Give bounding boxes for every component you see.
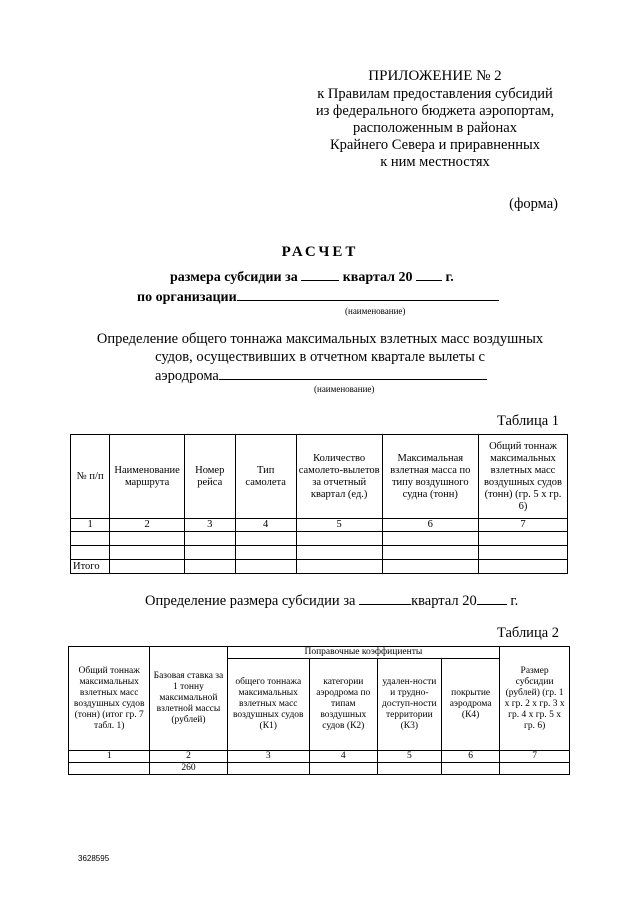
table2-cell[interactable] bbox=[227, 763, 309, 775]
quarter-blank[interactable] bbox=[301, 268, 339, 281]
table2-col-number: 2 bbox=[150, 751, 227, 763]
table2-cell[interactable] bbox=[377, 763, 441, 775]
appendix-line: Крайнего Севера и приравненных bbox=[330, 137, 540, 153]
year-suffix: г. bbox=[445, 270, 454, 285]
table2-cell[interactable] bbox=[500, 763, 570, 775]
table2-group-header: Поправочные коэффициенты bbox=[227, 647, 500, 659]
table1-cell[interactable] bbox=[296, 532, 382, 546]
table1-number-row bbox=[71, 519, 568, 532]
table2-col-number: 4 bbox=[309, 751, 377, 763]
table2-col-number: 7 bbox=[500, 751, 570, 763]
document-id: 3628595 bbox=[78, 854, 110, 863]
table1-col-number: 5 bbox=[296, 519, 382, 532]
table1-cell[interactable] bbox=[110, 560, 185, 574]
appendix-title: ПРИЛОЖЕНИЕ № 2 bbox=[368, 68, 502, 84]
table2-col-number: 1 bbox=[69, 751, 150, 763]
table1-col-number: 4 bbox=[235, 519, 296, 532]
table2-header: Общий тоннаж максимальных взлетных масс воздушных судов (тонн) (итог гр. 7 табл. 1) bbox=[69, 647, 150, 751]
table1-header: Количество самолето-вылетов за отчетный квартал (ед.) bbox=[296, 435, 382, 519]
table2-header-row bbox=[69, 647, 570, 659]
table1-cell[interactable] bbox=[478, 560, 567, 574]
table2-col-number: 3 bbox=[227, 751, 309, 763]
section2-year-label: квартал 20 bbox=[411, 593, 477, 609]
organization-blank[interactable] bbox=[237, 288, 499, 301]
table1-header-row bbox=[71, 435, 568, 519]
table1-total-row bbox=[71, 560, 568, 574]
table2-col-number: 6 bbox=[442, 751, 500, 763]
appendix-line: к ним местностях bbox=[380, 154, 490, 170]
table-row bbox=[71, 532, 568, 546]
appendix-line: к Правилам предоставления субсидий bbox=[317, 86, 553, 102]
airport-line bbox=[155, 367, 487, 385]
airport-blank[interactable] bbox=[219, 367, 487, 380]
organization-label: по организации bbox=[137, 290, 237, 305]
table1-header: Тип самолета bbox=[235, 435, 296, 519]
table1 bbox=[70, 434, 568, 574]
year-blank[interactable] bbox=[477, 592, 507, 605]
table1-cell[interactable] bbox=[184, 532, 235, 546]
table1-cell[interactable] bbox=[382, 532, 478, 546]
table2-header: удален-ности и трудно-доступ-ности территории (К3) bbox=[377, 659, 441, 751]
year-blank[interactable] bbox=[416, 268, 442, 281]
table1-header: Наименование маршрута bbox=[110, 435, 185, 519]
table2-col-number: 5 bbox=[377, 751, 441, 763]
table2-header: категории аэродрома по типам воздушных судов (К2) bbox=[309, 659, 377, 751]
appendix-line: расположенным в районах bbox=[352, 120, 517, 136]
table1-cell[interactable] bbox=[382, 546, 478, 560]
table1-header: Номер рейса bbox=[184, 435, 235, 519]
section1-text: Определение общего тоннажа максимальных взлетных масс воздушных судов, осуществивших в отчетном квартале вылеты с bbox=[96, 331, 544, 365]
table1-cell[interactable] bbox=[235, 546, 296, 560]
table2-cell[interactable] bbox=[442, 763, 500, 775]
document-title: РАСЧЕТ bbox=[281, 244, 359, 260]
table1-col-number: 6 bbox=[382, 519, 478, 532]
table1-caption: Таблица 1 bbox=[497, 413, 560, 429]
airport-caption: (наименование) bbox=[314, 384, 375, 394]
table2-caption: Таблица 2 bbox=[497, 625, 560, 641]
section2-year-suffix: г. bbox=[510, 593, 519, 609]
appendix-line: из федерального бюджета аэропортам, bbox=[315, 103, 555, 119]
table-row bbox=[69, 763, 570, 775]
table1-col-number: 2 bbox=[110, 519, 185, 532]
section2-line bbox=[145, 592, 518, 610]
table1-cell[interactable] bbox=[478, 546, 567, 560]
table2-header: общего тоннажа максимальных взлетных масс воздушных судов (К1) bbox=[227, 659, 309, 751]
table1-cell[interactable] bbox=[71, 532, 110, 546]
section2-label: Определение размера субсидии за bbox=[145, 593, 356, 609]
table2-cell[interactable] bbox=[309, 763, 377, 775]
table1-total-label: Итого bbox=[71, 560, 110, 574]
table2 bbox=[68, 646, 570, 775]
table-row bbox=[71, 546, 568, 560]
table1-cell[interactable] bbox=[382, 560, 478, 574]
base-rate-value: 260 bbox=[150, 763, 227, 775]
table2-header: Размер субсидии (рублей) (гр. 1 х гр. 2 х гр. 3 х гр. 4 х гр. 5 х гр. 6) bbox=[500, 647, 570, 751]
year-label: квартал 20 bbox=[342, 270, 413, 285]
subsidy-period-label: размера субсидии за bbox=[170, 270, 298, 285]
table2-number-row bbox=[69, 751, 570, 763]
form-label: (форма) bbox=[509, 196, 558, 212]
organization-line bbox=[137, 288, 499, 306]
organization-caption: (наименование) bbox=[345, 306, 406, 316]
table1-col-number: 7 bbox=[478, 519, 567, 532]
subsidy-period-line bbox=[170, 268, 454, 286]
appendix-header bbox=[300, 68, 570, 171]
airport-label: аэродрома bbox=[155, 368, 219, 384]
table1-cell[interactable] bbox=[184, 560, 235, 574]
table1-cell[interactable] bbox=[235, 560, 296, 574]
table1-cell[interactable] bbox=[71, 546, 110, 560]
table1-col-number: 3 bbox=[184, 519, 235, 532]
table1-header: Максимальная взлетная масса по типу воздушного судна (тонн) bbox=[382, 435, 478, 519]
table2-header: Базовая ставка за 1 тонну максимальной взлетной массы (рублей) bbox=[150, 647, 227, 751]
table1-cell[interactable] bbox=[110, 546, 185, 560]
table1-col-number: 1 bbox=[71, 519, 110, 532]
table1-cell[interactable] bbox=[235, 532, 296, 546]
table1-cell[interactable] bbox=[296, 546, 382, 560]
table2-cell[interactable] bbox=[69, 763, 150, 775]
table1-header: Общий тоннаж максимальных взлетных масс воздушных судов (тонн) (гр. 5 x гр. 6) bbox=[478, 435, 567, 519]
quarter-blank[interactable] bbox=[359, 592, 411, 605]
table1-cell[interactable] bbox=[110, 532, 185, 546]
table1-header: № п/п bbox=[71, 435, 110, 519]
table1-cell[interactable] bbox=[296, 560, 382, 574]
table1-cell[interactable] bbox=[478, 532, 567, 546]
table1-cell[interactable] bbox=[184, 546, 235, 560]
table2-header: покрытие аэродрома (К4) bbox=[442, 659, 500, 751]
